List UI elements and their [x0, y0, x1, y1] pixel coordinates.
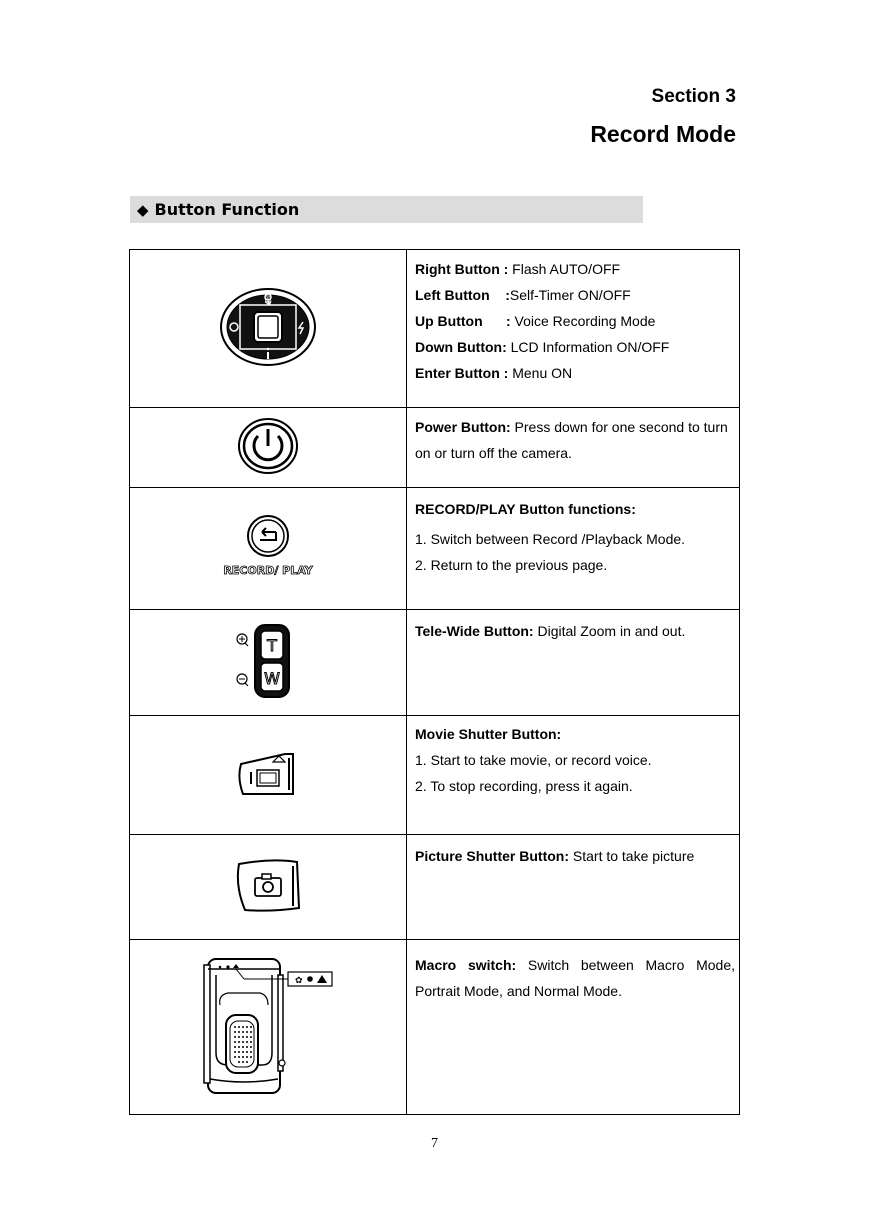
image-cell [130, 716, 407, 835]
down-button-line: Down Button: LCD Information ON/OFF [415, 339, 670, 355]
section-bar-label: Button Function [154, 200, 300, 219]
list-item: 1. Switch between Record /Playback Mode. [415, 531, 686, 547]
svg-text:✿: ✿ [295, 975, 303, 986]
directional-pad-icon [218, 285, 318, 369]
list-item: 2. Return to the previous page. [415, 557, 608, 573]
power-icon [236, 416, 300, 476]
button-function-table [129, 249, 740, 1115]
table-row [130, 488, 740, 610]
diamond-icon: ◆ [137, 201, 149, 219]
description-cell [407, 488, 740, 610]
row-title: RECORD/PLAY Button functions: [415, 501, 636, 517]
description-cell [407, 250, 740, 408]
description-cell [407, 716, 740, 835]
record-play-icon [218, 514, 318, 580]
record-play-label: RECORD/ PLAY [223, 564, 313, 577]
camera-side-icon [188, 955, 348, 1097]
table-row [130, 835, 740, 940]
description-cell: Power Button: Press down for one second to turn on or turn off the camera. [407, 408, 740, 488]
table-row [130, 716, 740, 835]
right-button-line: Right Button : Flash AUTO/OFF [415, 261, 621, 277]
image-cell [130, 488, 407, 610]
movie-shutter-icon [233, 748, 303, 800]
list-item: 2. To stop recording, press it again. [415, 778, 633, 794]
page-number: 7 [431, 1136, 438, 1151]
section-bar [130, 196, 643, 223]
left-button-line: Left Button :Self-Timer ON/OFF [415, 287, 631, 303]
table-row [130, 250, 740, 408]
svg-text:🎙: 🎙 [261, 296, 275, 307]
table-row [130, 940, 740, 1115]
wide-label: W [264, 669, 280, 688]
image-cell [130, 835, 407, 940]
image-cell [130, 940, 407, 1115]
section-title: Record Mode [590, 121, 736, 147]
up-button-line: Up Button : Voice Recording Mode [415, 313, 656, 329]
image-cell [130, 250, 407, 408]
description-cell: Picture Shutter Button: Start to take picture [407, 835, 740, 940]
tele-label: T [267, 636, 277, 655]
enter-button-line: Enter Button : Menu ON [415, 365, 573, 381]
table-row [130, 610, 740, 716]
description-cell: Tele-Wide Button: Digital Zoom in and out. [407, 610, 740, 716]
image-cell [130, 610, 407, 716]
list-item: 1. Start to take movie, or record voice. [415, 752, 652, 768]
section-number: Section 3 [651, 86, 736, 107]
image-cell [130, 408, 407, 488]
row-title: Movie Shutter Button: [415, 726, 562, 742]
table-row [130, 408, 740, 488]
zoom-rocker-icon [233, 621, 303, 701]
picture-shutter-icon [231, 856, 305, 916]
description-cell: Macro switch: Switch between Macro Mode, Portrait Mode, and Normal Mode. [407, 940, 740, 1115]
